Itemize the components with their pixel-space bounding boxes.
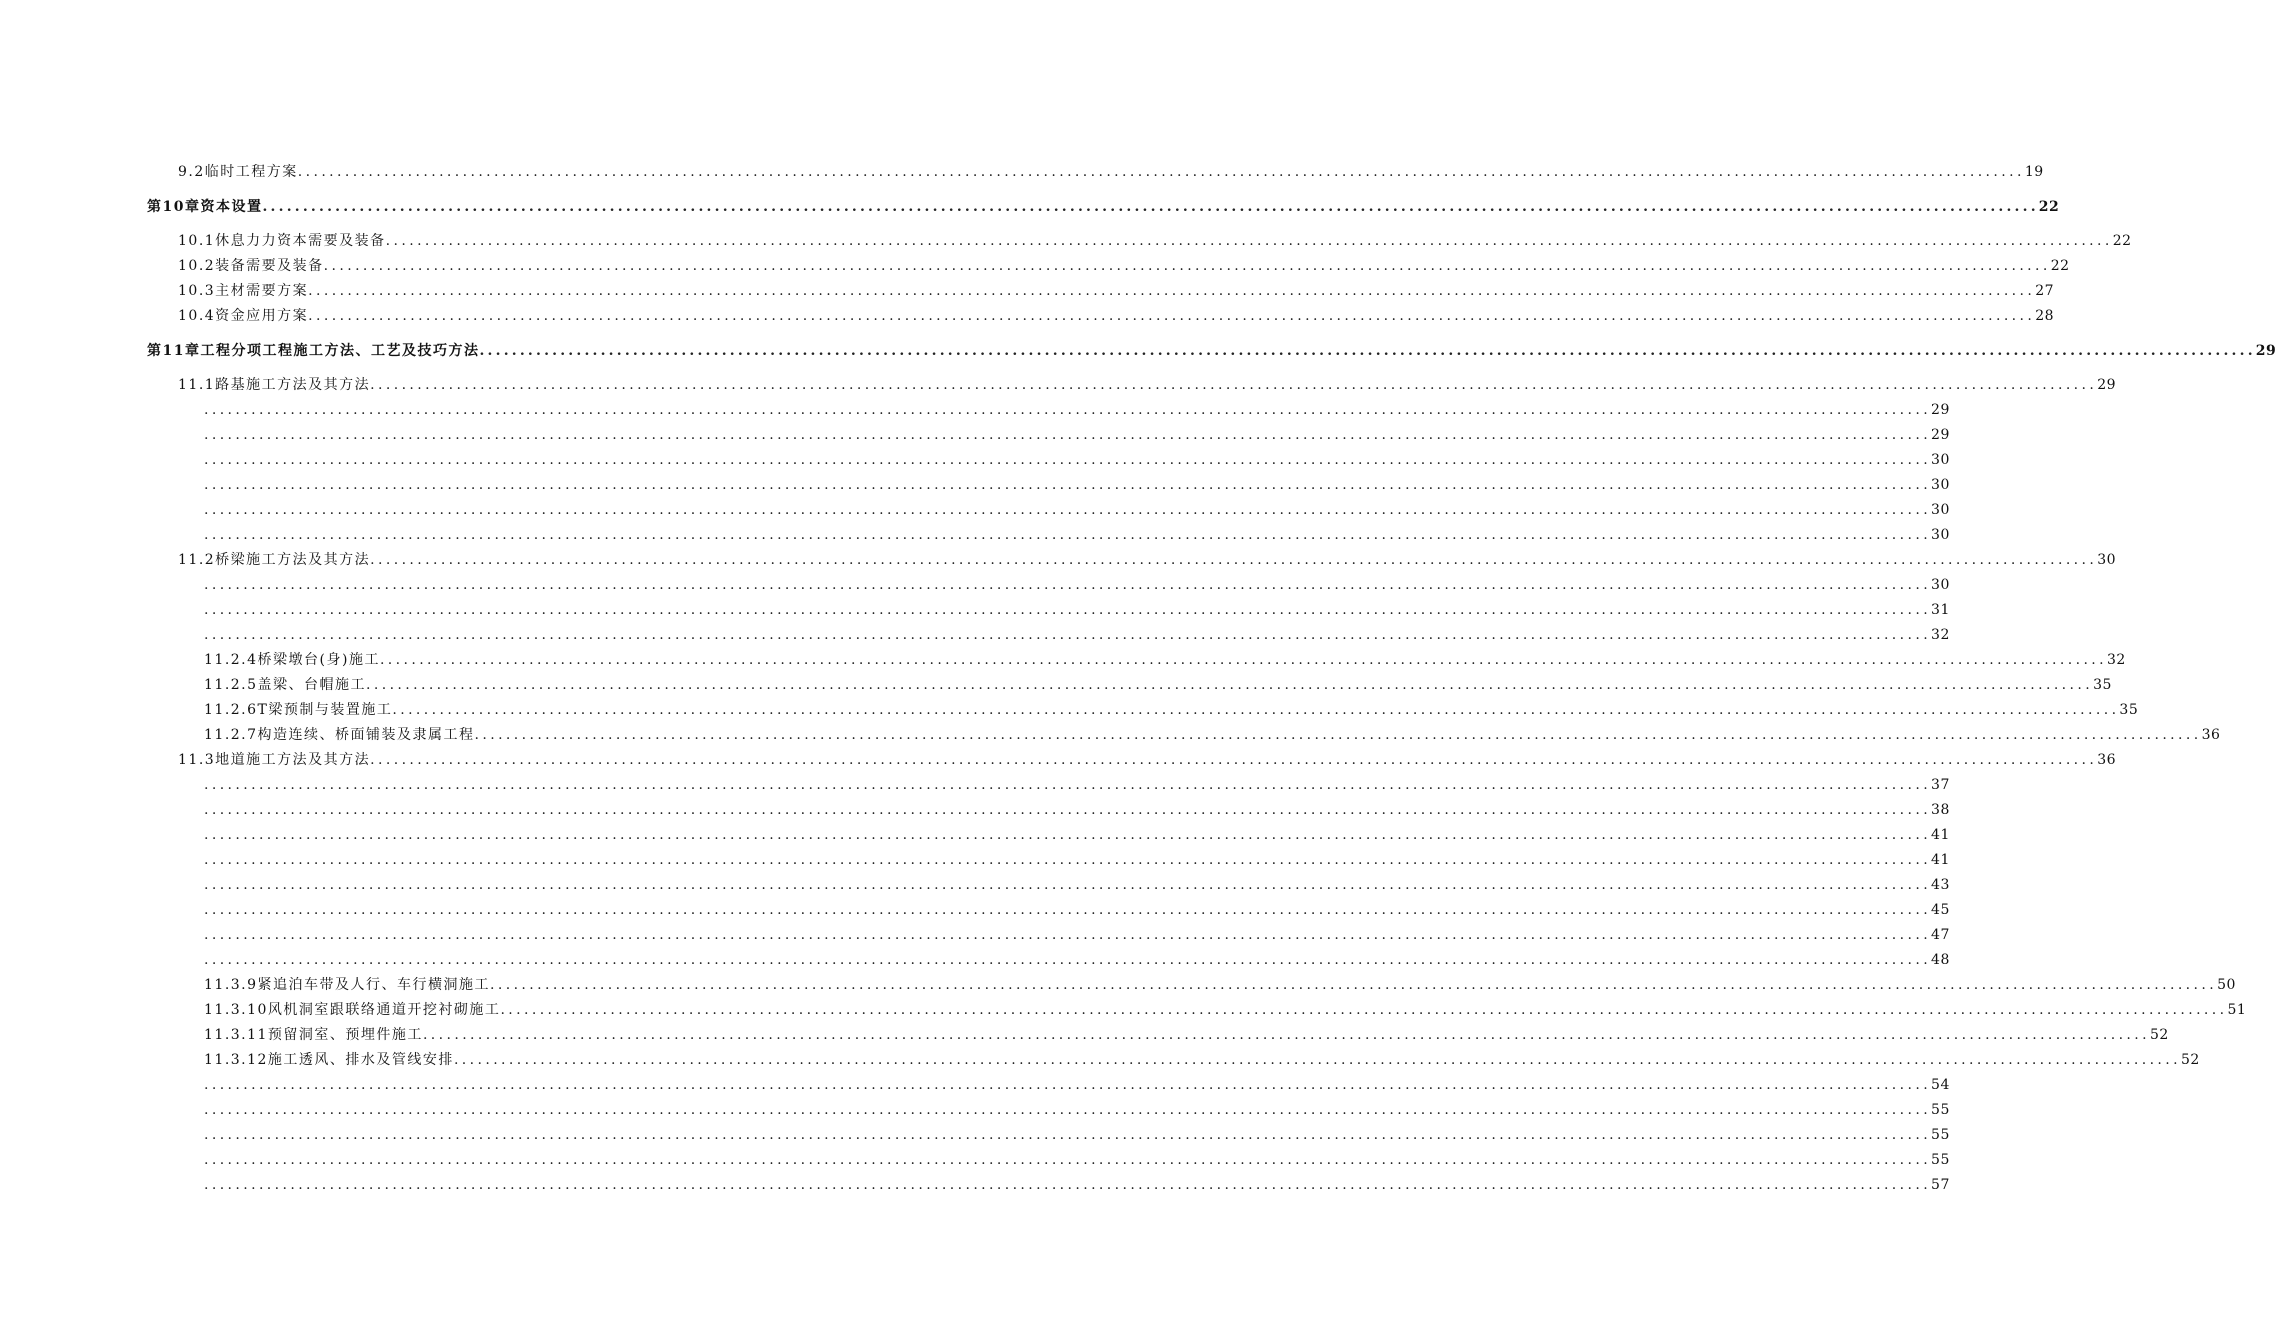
toc-leader-dots: ............................................................................................................................................................................................................................	[204, 602, 1932, 618]
toc-page-number: 50	[2217, 977, 2236, 993]
toc-entry[interactable]	[204, 1051, 2200, 1069]
toc-page-number: 45	[1931, 902, 1950, 918]
toc-entry[interactable]	[204, 651, 2126, 669]
toc-leader-dots: ............................................................................................................................................................................................................................	[204, 1152, 1932, 1168]
toc-page-number: 19	[2024, 164, 2044, 180]
toc-entry[interactable]	[204, 801, 1950, 819]
toc-page-number: 55	[1931, 1127, 1950, 1143]
toc-page-number: 29	[1931, 427, 1950, 443]
toc-leader-dots: ............................................................................................................................................................................................................................	[204, 477, 1932, 493]
toc-leader-dots: ............................................................................................................................................................................................................................	[308, 283, 2036, 299]
toc-leader-dots: ............................................................................................................................................................................................................................	[204, 952, 1932, 968]
toc-entry-title: 11.2.7构造连续、桥面铺装及隶属工程	[204, 727, 475, 743]
toc-page-number: 35	[2119, 702, 2139, 718]
toc-entry[interactable]	[204, 1126, 1950, 1144]
toc-entry-title: 第11章工程分项工程施工方法、工艺及技巧方法	[147, 343, 480, 359]
toc-entry[interactable]	[204, 1026, 2169, 1044]
toc-page-number: 37	[1931, 777, 1950, 793]
toc-leader-dots: ............................................................................................................................................................................................................................	[204, 1127, 1932, 1143]
toc-leader-dots: ............................................................................................................................................................................................................................	[204, 577, 1932, 593]
toc-page-number: 30	[1931, 477, 1950, 493]
toc-leader-dots: ............................................................................................................................................................................................................................	[204, 902, 1932, 918]
toc-entry-title: 11.3.10风机洞室跟联络通道开挖衬砌施工	[204, 1002, 501, 1018]
toc-page-number: 54	[1931, 1077, 1950, 1093]
toc-entry[interactable]	[204, 726, 2221, 744]
toc-entry-title: 10.3主材需要方案	[178, 283, 309, 299]
toc-page-number: 32	[2107, 652, 2126, 668]
toc-entry[interactable]	[178, 163, 2044, 181]
toc-entry-title: 11.2.5盖梁、台帽施工	[204, 677, 367, 693]
toc-leader-dots: ............................................................................................................................................................................................................................	[366, 677, 2094, 693]
toc-entry[interactable]	[204, 451, 1950, 469]
toc-page-number: 51	[2227, 1002, 2247, 1018]
toc-leader-dots: ............................................................................................................................................................................................................................	[204, 502, 1932, 518]
toc-entry[interactable]	[178, 307, 2055, 325]
toc-page-number: 30	[1931, 502, 1950, 518]
toc-entry[interactable]	[204, 1001, 2247, 1019]
toc-leader-dots: ............................................................................................................................................................................................................................	[453, 1052, 2181, 1068]
toc-page-number: 30	[1931, 527, 1950, 543]
toc-leader-dots: ............................................................................................................................................................................................................................	[204, 1177, 1932, 1193]
toc-page-number: 35	[2093, 677, 2112, 693]
toc-leader-dots: ............................................................................................................................................................................................................................	[370, 752, 2098, 768]
toc-chapter-entry[interactable]	[147, 342, 2276, 360]
toc-entry[interactable]	[204, 701, 2139, 719]
toc-entry-title: 11.2桥梁施工方法及其方法	[178, 552, 371, 568]
toc-page-number: 52	[2180, 1052, 2200, 1068]
toc-entry-title: 11.3.11预留洞室、预埋件施工	[204, 1027, 423, 1043]
toc-page-number: 36	[2201, 727, 2221, 743]
toc-entry-title: 10.1休息力力资本需要及装备	[178, 233, 386, 249]
toc-entry[interactable]	[178, 751, 2117, 769]
toc-entry[interactable]	[178, 232, 2132, 250]
toc-entry[interactable]	[204, 851, 1950, 869]
toc-entry-title: 11.1路基施工方法及其方法	[178, 377, 371, 393]
toc-entry-title: 10.4资金应用方案	[178, 308, 309, 324]
toc-leader-dots: ............................................................................................................................................................................................................................	[204, 402, 1932, 418]
toc-page-number: 55	[1931, 1102, 1950, 1118]
toc-entry[interactable]	[178, 282, 2055, 300]
toc-page-number: 38	[1931, 802, 1950, 818]
toc-page-number: 22	[2112, 233, 2132, 249]
toc-leader-dots: ............................................................................................................................................................................................................................	[323, 258, 2051, 274]
toc-leader-dots: ............................................................................................................................................................................................................................	[385, 233, 2113, 249]
toc-entry[interactable]	[204, 676, 2112, 694]
toc-entry[interactable]	[178, 257, 2070, 275]
toc-page-number: 41	[1931, 827, 1950, 843]
toc-entry[interactable]	[204, 901, 1950, 919]
toc-entry[interactable]	[204, 601, 1950, 619]
toc-entry[interactable]	[204, 1151, 1950, 1169]
toc-entry[interactable]	[204, 926, 1950, 944]
toc-page-number: 31	[1931, 602, 1950, 618]
toc-entry[interactable]	[204, 501, 1950, 519]
toc-leader-dots: ............................................................................................................................................................................................................................	[204, 877, 1932, 893]
toc-leader-dots: ............................................................................................................................................................................................................................	[204, 827, 1932, 843]
toc-entry-title: 11.2.6T梁预制与装置施工	[204, 702, 393, 718]
toc-page-number: 30	[2097, 552, 2117, 568]
toc-entry-title: 第10章资本设置	[147, 199, 263, 215]
toc-page-number: 57	[1931, 1177, 1950, 1193]
toc-entry[interactable]	[204, 951, 1950, 969]
toc-page-number: 29	[2097, 377, 2117, 393]
toc-page-number: 28	[2035, 308, 2055, 324]
toc-page-number: 43	[1931, 877, 1950, 893]
toc-leader-dots: ............................................................................................................................................................................................................................	[204, 527, 1932, 543]
toc-entry[interactable]	[204, 476, 1950, 494]
toc-leader-dots: ............................................................................................................................................................................................................................	[474, 727, 2202, 743]
toc-entry-title: 9.2临时工程方案	[178, 164, 298, 180]
toc-entry-title: 11.3地道施工方法及其方法	[178, 752, 371, 768]
toc-leader-dots: ............................................................................................................................................................................................................................	[297, 164, 2025, 180]
toc-page-number: 29	[1931, 402, 1950, 418]
toc-leader-dots: ............................................................................................................................................................................................................................	[308, 308, 2036, 324]
toc-leader-dots: ............................................................................................................................................................................................................................	[204, 1102, 1932, 1118]
toc-page-number: 29	[2255, 343, 2276, 359]
toc-entry[interactable]	[204, 1076, 1950, 1094]
toc-entry[interactable]	[204, 776, 1950, 794]
toc-page-number: 52	[2149, 1027, 2169, 1043]
toc-leader-dots: ............................................................................................................................................................................................................................	[204, 777, 1932, 793]
toc-leader-dots: ............................................................................................................................................................................................................................	[204, 1077, 1932, 1093]
toc-entry[interactable]	[178, 376, 2117, 394]
toc-leader-dots: ............................................................................................................................................................................................................................	[379, 652, 2107, 668]
toc-page-number: 22	[2050, 258, 2070, 274]
toc-page-number: 32	[1931, 627, 1950, 643]
toc-entry[interactable]	[204, 401, 1950, 419]
toc-entry[interactable]	[178, 551, 2117, 569]
toc-leader-dots: ............................................................................................................................................................................................................................	[204, 802, 1932, 818]
toc-leader-dots: ............................................................................................................................................................................................................................	[204, 627, 1932, 643]
toc-page-number: 36	[2097, 752, 2117, 768]
toc-entry[interactable]	[204, 576, 1950, 594]
toc-chapter-entry[interactable]	[147, 198, 2060, 216]
toc-entry-title: 11.3.12施工透风、排水及管线安排	[204, 1052, 454, 1068]
toc-entry[interactable]	[204, 876, 1950, 894]
toc-entry[interactable]	[204, 1101, 1950, 1119]
toc-leader-dots: ............................................................................................................................................................................................................................	[500, 1002, 2228, 1018]
toc-leader-dots: ............................................................................................................................................................................................................................	[262, 199, 2039, 215]
toc-page-number: 22	[2038, 199, 2060, 215]
toc-page-number: 27	[2035, 283, 2055, 299]
toc-page-number: 47	[1931, 927, 1950, 943]
toc-leader-dots: ............................................................................................................................................................................................................................	[490, 977, 2218, 993]
toc-entry[interactable]	[204, 526, 1950, 544]
toc-entry-title: 11.3.9紧追泊车带及人行、车行横洞施工	[204, 977, 491, 993]
toc-leader-dots: ............................................................................................................................................................................................................................	[370, 552, 2098, 568]
toc-entry-title: 11.2.4桥梁墩台(身)施工	[204, 652, 380, 668]
toc-entry[interactable]	[204, 826, 1950, 844]
toc-leader-dots: ............................................................................................................................................................................................................................	[204, 427, 1932, 443]
toc-entry-title: 10.2装备需要及装备	[178, 258, 324, 274]
toc-page-number: 30	[1931, 577, 1950, 593]
toc-page-number: 55	[1931, 1152, 1950, 1168]
toc-leader-dots: ............................................................................................................................................................................................................................	[422, 1027, 2150, 1043]
toc-leader-dots: ............................................................................................................................................................................................................................	[204, 852, 1932, 868]
toc-entry[interactable]	[204, 1176, 1950, 1194]
toc-leader-dots: ............................................................................................................................................................................................................................	[204, 927, 1932, 943]
toc-page-number: 41	[1931, 852, 1950, 868]
toc-entry[interactable]	[204, 976, 2236, 994]
toc-page-number: 48	[1931, 952, 1950, 968]
toc-leader-dots: ............................................................................................................................................................................................................................	[370, 377, 2098, 393]
toc-leader-dots: ............................................................................................................................................................................................................................	[392, 702, 2120, 718]
toc-leader-dots: ............................................................................................................................................................................................................................	[204, 452, 1932, 468]
toc-entry[interactable]	[204, 626, 1950, 644]
toc-leader-dots: ............................................................................................................................................................................................................................	[479, 343, 2256, 359]
toc-entry[interactable]	[204, 426, 1950, 444]
toc-page-number: 30	[1931, 452, 1950, 468]
